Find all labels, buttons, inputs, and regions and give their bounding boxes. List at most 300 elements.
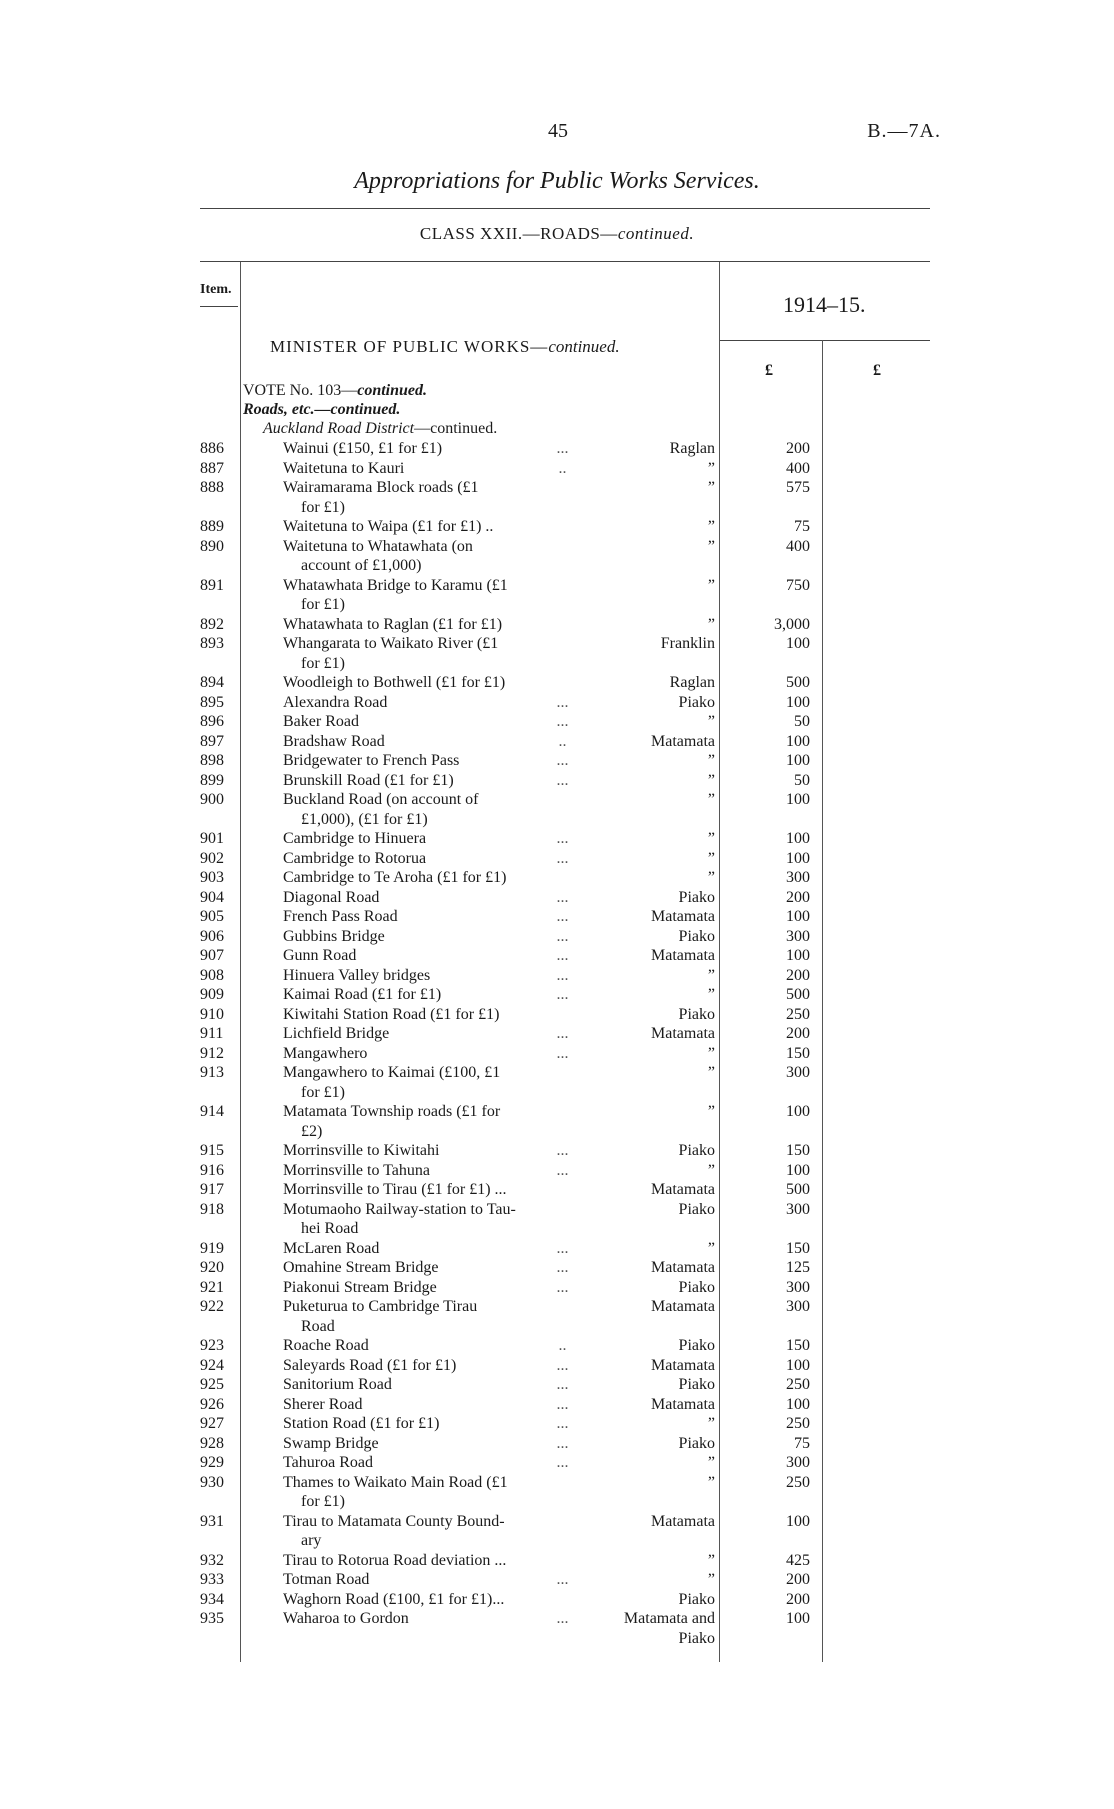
item-description — [283, 1063, 583, 1102]
amount: 750 — [786, 576, 810, 594]
item-number: 896 — [200, 713, 224, 730]
item-description — [283, 751, 583, 771]
description-line: Bridgewater to French Pass — [283, 752, 460, 769]
amount: 250 — [786, 1376, 810, 1393]
description-line: Thames to Waikato Main Road (£1 — [283, 1473, 508, 1491]
electoral-district: ” — [707, 771, 715, 789]
item-number: 914 — [200, 1103, 224, 1120]
description-line: Matamata Township roads (£1 for — [283, 1103, 501, 1120]
item-number: 891 — [200, 576, 224, 594]
description-line: Roache Road — [283, 1337, 369, 1354]
electoral-district: Raglan — [669, 440, 715, 457]
electoral-district: Matamata — [651, 1298, 715, 1315]
leader-dots: ... — [556, 752, 569, 769]
description-line: Lichfield Bridge — [283, 1025, 390, 1042]
item-number: 902 — [200, 849, 224, 867]
item-description — [283, 927, 583, 947]
description-line: Totman Road — [283, 1571, 370, 1588]
electoral-district: ” — [707, 479, 715, 496]
item-number: 900 — [200, 791, 224, 808]
amount: 300 — [786, 1298, 810, 1315]
class-heading-main: CLASS XXII.—ROADS— — [419, 224, 618, 243]
item-description — [283, 985, 583, 1005]
description-line: Baker Road — [283, 713, 359, 730]
description-line: Mangawhero — [283, 1044, 368, 1062]
leader-dots: ... — [556, 1259, 569, 1276]
item-description — [283, 439, 583, 459]
column-item-label: Item. — [200, 282, 232, 297]
description-line: Brunskill Road (£1 for £1) — [283, 771, 454, 789]
amount: 50 — [794, 771, 810, 789]
leader-dots: ... — [556, 1161, 569, 1179]
leader-dots: ... — [556, 986, 569, 1003]
item-number: 929 — [200, 1454, 224, 1471]
item-number: 930 — [200, 1473, 224, 1491]
item-description — [283, 615, 583, 635]
amount: 425 — [786, 1551, 810, 1569]
item-number: 899 — [200, 771, 224, 789]
year-heading-rule — [720, 340, 930, 341]
electoral-district: ” — [707, 1044, 715, 1062]
item-number: 892 — [200, 615, 224, 633]
item-description — [283, 1024, 583, 1044]
item-description — [283, 1258, 583, 1278]
amount: 100 — [786, 849, 810, 867]
amount: 100 — [786, 752, 810, 769]
amount: 250 — [786, 1005, 810, 1023]
vote-heading — [243, 382, 427, 400]
electoral-district: ” — [707, 615, 715, 633]
description-line: Tirau to Rotorua Road deviation ... — [283, 1551, 507, 1569]
minister-heading-continued: continued. — [548, 337, 620, 356]
item-number: 911 — [200, 1025, 224, 1042]
description-continuation: for £1) — [301, 596, 345, 613]
amount: 50 — [794, 713, 810, 730]
leader-dots: ... — [556, 1356, 569, 1374]
description-line: Sherer Road — [283, 1395, 363, 1413]
class-heading-continued: continued. — [617, 224, 695, 243]
item-number: 912 — [200, 1044, 224, 1062]
item-number: 921 — [200, 1278, 224, 1296]
amount: 400 — [786, 459, 810, 477]
electoral-district: ” — [707, 1239, 715, 1257]
item-description — [283, 459, 583, 479]
item-number: 907 — [200, 947, 224, 964]
description-line: Buckland Road (on account of — [283, 791, 479, 808]
electoral-district: Raglan — [669, 674, 715, 691]
description-line: Gunn Road — [283, 947, 357, 964]
electoral-district: Matamata — [651, 1181, 715, 1198]
leader-dots: ... — [556, 927, 569, 945]
description-line: Sanitorium Road — [283, 1376, 392, 1393]
amount: 150 — [786, 1337, 810, 1354]
amount: 150 — [786, 1239, 810, 1257]
electoral-district: Piako — [678, 1376, 715, 1393]
electoral-district: Matamata — [651, 732, 715, 750]
electoral-district: Matamata and Piako — [623, 1610, 715, 1647]
electoral-district: Piako — [678, 927, 715, 945]
description-continuation: £2) — [301, 1122, 323, 1140]
amount: 100 — [786, 1161, 810, 1179]
item-number: 923 — [200, 1337, 224, 1354]
item-number: 906 — [200, 927, 224, 945]
amount: 200 — [786, 440, 810, 457]
item-number: 919 — [200, 1239, 224, 1257]
description-line: Tahuroa Road — [283, 1454, 373, 1471]
roads-heading: Roads, etc.—continued. — [243, 401, 401, 418]
amount: 100 — [786, 732, 810, 750]
description-line: Morrinsville to Tahuna — [283, 1161, 431, 1179]
leader-dots: ... — [556, 1142, 569, 1159]
item-description — [283, 1453, 583, 1473]
amount: 250 — [786, 1415, 810, 1432]
description-line: Whangarata to Waikato River (£1 — [283, 635, 499, 652]
description-line: Cambridge to Rotorua — [283, 849, 427, 867]
item-number: 894 — [200, 674, 224, 691]
item-description — [283, 1570, 583, 1590]
item-number: 931 — [200, 1512, 224, 1530]
item-number: 910 — [200, 1005, 224, 1023]
amount: 200 — [786, 1590, 810, 1608]
amount: 100 — [786, 908, 810, 925]
item-number: 898 — [200, 752, 224, 769]
document-reference: B.—7A. — [867, 120, 941, 142]
description-line: Whatawhata Bridge to Karamu (£1 — [283, 576, 508, 594]
item-description — [283, 478, 583, 517]
electoral-district: Franklin — [660, 635, 715, 652]
amount: 100 — [786, 1395, 810, 1413]
description-line: McLaren Road — [283, 1239, 380, 1257]
leader-dots: ... — [556, 849, 569, 867]
item-number: 893 — [200, 635, 224, 652]
amount: 75 — [794, 518, 810, 535]
electoral-district: ” — [707, 1415, 715, 1432]
leader-dots: ... — [556, 1278, 569, 1296]
leader-dots: ... — [556, 1610, 569, 1627]
leader-dots: ... — [556, 1571, 569, 1588]
item-number: 905 — [200, 908, 224, 925]
item-number: 888 — [200, 479, 224, 496]
amount: 200 — [786, 1571, 810, 1588]
page-number: 45 — [548, 120, 568, 142]
leader-dots: ... — [556, 966, 569, 984]
title-rule — [200, 208, 930, 209]
description-line: Kiwitahi Station Road (£1 for £1) — [283, 1005, 500, 1023]
description-line: Cambridge to Hinuera — [283, 830, 427, 847]
amount: 300 — [786, 927, 810, 945]
electoral-district: Matamata — [651, 1025, 715, 1042]
item-description — [283, 693, 583, 713]
item-description — [283, 1297, 583, 1336]
amount: 300 — [786, 1454, 810, 1471]
amount: 100 — [786, 791, 810, 808]
item-description — [283, 868, 583, 888]
description-continuation: Road — [301, 1317, 335, 1335]
electoral-district: ” — [707, 576, 715, 594]
description-continuation: for £1) — [301, 1083, 345, 1101]
description-line: Piakonui Stream Bridge — [283, 1278, 437, 1296]
leader-dots: ... — [556, 1025, 569, 1042]
item-description — [283, 849, 583, 869]
electoral-district: Piako — [678, 1142, 715, 1159]
electoral-district: Piako — [678, 1337, 715, 1354]
column-rule-district — [719, 262, 720, 1662]
electoral-district: Matamata — [651, 1259, 715, 1276]
leader-dots: .. — [558, 732, 567, 750]
description-line: Bradshaw Road — [283, 732, 385, 750]
leader-dots: ... — [556, 830, 569, 847]
leader-dots: ... — [556, 1434, 569, 1452]
amount: 400 — [786, 537, 810, 555]
item-label-underline — [200, 306, 238, 307]
leader-dots: ... — [556, 908, 569, 925]
description-continuation: for £1) — [301, 654, 345, 672]
item-number: 890 — [200, 537, 224, 555]
leader-dots: ... — [556, 1415, 569, 1432]
description-line: Morrinsville to Kiwitahi — [283, 1142, 440, 1159]
description-line: Cambridge to Te Aroha (£1 for £1) — [283, 869, 507, 886]
class-heading — [0, 224, 1114, 244]
description-line: Saleyards Road (£1 for £1) — [283, 1356, 457, 1374]
item-number: 909 — [200, 986, 224, 1003]
amount: 100 — [786, 947, 810, 964]
description-line: Mangawhero to Kaimai (£100, £1 — [283, 1064, 501, 1081]
leader-dots: ... — [556, 888, 569, 906]
amount: 200 — [786, 888, 810, 906]
leader-dots: ... — [556, 1044, 569, 1062]
amount: 100 — [786, 1610, 810, 1627]
leader-dots: ... — [556, 440, 569, 457]
electoral-district: ” — [707, 986, 715, 1003]
description-line: Kaimai Road (£1 for £1) — [283, 986, 442, 1003]
item-description — [283, 1609, 583, 1629]
amount: 100 — [786, 635, 810, 652]
amount: 75 — [794, 1434, 810, 1452]
item-number: 916 — [200, 1161, 224, 1179]
leader-dots: ... — [556, 947, 569, 964]
item-number: 889 — [200, 518, 224, 535]
electoral-district: Matamata — [651, 908, 715, 925]
minister-heading — [270, 337, 620, 357]
amount: 125 — [786, 1259, 810, 1276]
electoral-district: ” — [707, 1551, 715, 1569]
description-line: Wairamarama Block roads (£1 — [283, 479, 479, 496]
electoral-district: Matamata — [651, 1512, 715, 1530]
description-line: Waitetuna to Kauri — [283, 459, 405, 477]
item-description — [283, 537, 583, 576]
description-line: Alexandra Road — [283, 693, 388, 711]
item-number: 895 — [200, 693, 224, 711]
column-rule-amount — [822, 340, 823, 1662]
electoral-district: ” — [707, 869, 715, 886]
amount: 300 — [786, 1064, 810, 1081]
item-description — [283, 1141, 583, 1161]
description-line: Waitetuna to Whatawhata (on — [283, 537, 473, 555]
electoral-district: ” — [707, 1571, 715, 1588]
item-number: 917 — [200, 1181, 224, 1198]
description-line: Swamp Bridge — [283, 1434, 379, 1452]
item-description — [283, 517, 583, 537]
item-description — [283, 888, 583, 908]
item-description — [283, 1239, 583, 1259]
electoral-district: Piako — [678, 1278, 715, 1296]
description-line: Motumaoho Railway-station to Tau- — [283, 1200, 516, 1218]
electoral-district: Piako — [678, 888, 715, 906]
item-description — [283, 1102, 583, 1141]
year-heading: 1914–15. — [783, 292, 866, 317]
district-heading — [263, 420, 497, 438]
district-heading-rest: —continued. — [414, 420, 498, 437]
electoral-district: ” — [707, 1161, 715, 1179]
pound-column-1: £ — [765, 362, 773, 379]
item-description — [283, 1590, 583, 1610]
amount: 100 — [786, 830, 810, 847]
minister-heading-main: MINISTER OF PUBLIC WORKS— — [270, 337, 549, 356]
leader-dots: ... — [556, 1395, 569, 1413]
leader-dots: ... — [556, 713, 569, 730]
description-line: Station Road (£1 for £1) — [283, 1415, 440, 1432]
description-continuation: for £1) — [301, 1493, 345, 1510]
description-line: Diagonal Road — [283, 888, 380, 906]
description-line: Waitetuna to Waipa (£1 for £1) .. — [283, 518, 494, 535]
amount: 100 — [786, 693, 810, 711]
leader-dots: ... — [556, 1376, 569, 1393]
leader-dots: ... — [556, 771, 569, 789]
electoral-district: Piako — [678, 1434, 715, 1452]
item-number: 901 — [200, 830, 224, 847]
leader-dots: ... — [556, 1239, 569, 1257]
amount: 100 — [786, 1356, 810, 1374]
item-description — [283, 1180, 583, 1200]
amount: 150 — [786, 1044, 810, 1062]
item-description — [283, 732, 583, 752]
description-line: Tirau to Matamata County Bound- — [283, 1512, 505, 1530]
item-description — [283, 673, 583, 693]
item-description — [283, 1005, 583, 1025]
item-number: 934 — [200, 1590, 224, 1608]
electoral-district: Matamata — [651, 1356, 715, 1374]
table-top-rule — [200, 261, 930, 262]
item-description — [283, 1336, 583, 1356]
item-number: 913 — [200, 1064, 224, 1081]
amount: 3,000 — [774, 615, 810, 633]
description-line: Hinuera Valley bridges — [283, 966, 431, 984]
description-line: Omahine Stream Bridge — [283, 1259, 439, 1276]
description-line: Whatawhata to Raglan (£1 for £1) — [283, 615, 503, 633]
item-description — [283, 771, 583, 791]
item-description — [283, 712, 583, 732]
item-number: 918 — [200, 1200, 224, 1218]
electoral-district: ” — [707, 791, 715, 808]
electoral-district: ” — [707, 1064, 715, 1081]
amount: 300 — [786, 1278, 810, 1296]
leader-dots: .. — [558, 459, 567, 477]
amount: 100 — [786, 1103, 810, 1120]
electoral-district: ” — [707, 752, 715, 769]
item-description — [283, 1414, 583, 1434]
item-number: 927 — [200, 1415, 224, 1432]
item-description — [283, 1375, 583, 1395]
item-description — [283, 576, 583, 615]
electoral-district: Piako — [678, 1590, 715, 1608]
electoral-district: ” — [707, 1473, 715, 1491]
electoral-district: Piako — [678, 1200, 715, 1218]
item-number: 924 — [200, 1356, 224, 1374]
item-number: 928 — [200, 1434, 224, 1452]
item-number: 935 — [200, 1610, 224, 1627]
item-number: 925 — [200, 1376, 224, 1393]
description-line: Waghorn Road (£100, £1 for £1)... — [283, 1590, 505, 1608]
column-rule-item — [240, 262, 241, 1662]
amount: 300 — [786, 1200, 810, 1218]
item-description — [283, 829, 583, 849]
item-number: 887 — [200, 459, 224, 477]
electoral-district: ” — [707, 459, 715, 477]
item-description — [283, 1200, 583, 1239]
electoral-district: Matamata — [651, 1395, 715, 1413]
item-number: 922 — [200, 1298, 224, 1315]
description-line: Wainui (£150, £1 for £1) — [283, 440, 443, 457]
electoral-district: ” — [707, 830, 715, 847]
amount: 500 — [786, 674, 810, 691]
item-description — [283, 1278, 583, 1298]
description-continuation: £1,000), (£1 for £1) — [301, 810, 428, 828]
item-description — [283, 634, 583, 673]
item-description — [283, 1434, 583, 1454]
amount: 100 — [786, 1512, 810, 1530]
electoral-district: Matamata — [651, 947, 715, 964]
electoral-district: ” — [707, 966, 715, 984]
description-continuation: ary — [301, 1532, 322, 1549]
item-description — [283, 1473, 583, 1512]
description-line: French Pass Road — [283, 908, 398, 925]
amount: 150 — [786, 1142, 810, 1159]
electoral-district: ” — [707, 713, 715, 730]
item-number: 933 — [200, 1571, 224, 1588]
item-number: 904 — [200, 888, 224, 906]
amount: 575 — [786, 479, 810, 496]
amount: 300 — [786, 869, 810, 886]
electoral-district: ” — [707, 1454, 715, 1471]
item-description — [283, 1356, 583, 1376]
amount: 500 — [786, 1181, 810, 1198]
description-line: Puketurua to Cambridge Tirau — [283, 1298, 478, 1315]
amount: 200 — [786, 1025, 810, 1042]
item-description — [283, 907, 583, 927]
item-number: 886 — [200, 440, 224, 457]
pound-column-2: £ — [873, 362, 881, 379]
item-number: 926 — [200, 1395, 224, 1413]
electoral-district: ” — [707, 537, 715, 555]
description-line: Woodleigh to Bothwell (£1 for £1) — [283, 674, 506, 691]
item-description — [283, 966, 583, 986]
item-number: 903 — [200, 869, 224, 886]
description-continuation: account of £1,000) — [301, 557, 422, 574]
district-heading-name: Auckland Road District — [263, 420, 415, 437]
item-number: 908 — [200, 966, 224, 984]
amount: 250 — [786, 1473, 810, 1491]
leader-dots: ... — [556, 693, 569, 711]
document-title: Appropriations for Public Works Services. — [354, 168, 760, 194]
electoral-district: ” — [707, 1103, 715, 1120]
electoral-district: Piako — [678, 693, 715, 711]
item-description — [283, 1512, 583, 1551]
leader-dots: ... — [556, 1454, 569, 1471]
item-description — [283, 1161, 583, 1181]
electoral-district: Piako — [678, 1005, 715, 1023]
item-description — [283, 946, 583, 966]
amount: 200 — [786, 966, 810, 984]
